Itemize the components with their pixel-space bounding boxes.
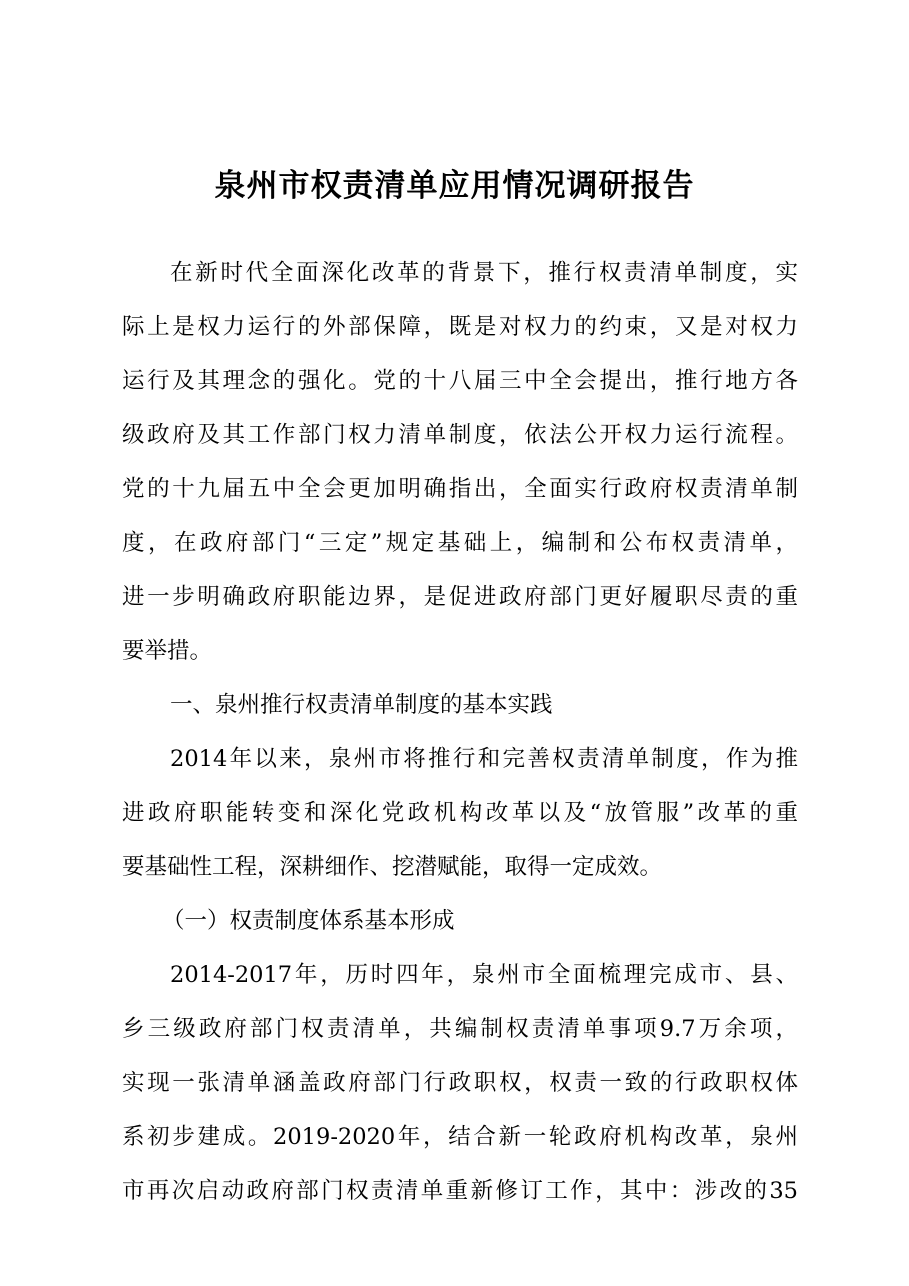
paragraph-line: 2014-2017年，历时四年，泉州市全面梳理完成市、县、 [170,962,798,988]
paragraph-line: 进政府职能转变和深化党政机构改革以及“放管服”改革的重 [122,800,798,826]
paragraph-line: 运行及其理念的强化。党的十八届三中全会提出，推行地方各 [122,368,798,394]
document-body [122,246,798,1218]
paragraph-line: 系初步建成。2019-2020年，结合新一轮政府机构改革，泉州 [122,1124,798,1150]
paragraph-line: 实现一张清单涵盖政府部门行政职权，权责一致的行政职权体 [122,1070,798,1096]
paragraph-line: 2014年以来，泉州市将推行和完善权责清单制度，作为推 [170,746,798,772]
paragraph-line: 度，在政府部门“三定”规定基础上，编制和公布权责清单， [122,530,798,556]
paragraph-line: 要基础性工程，深耕细作、挖潜赋能，取得一定成效。 [122,854,663,880]
paragraph-line: 进一步明确政府职能边界，是促进政府部门更好履职尽责的重 [122,584,798,610]
paragraph-line: 级政府及其工作部门权力清单制度，依法公开权力运行流程。 [122,422,798,448]
section-heading: 一、泉州推行权责清单制度的基本实践 [170,692,553,718]
paragraph-line: 党的十九届五中全会更加明确指出，全面实行政府权责清单制 [122,476,798,502]
paragraph-line: 乡三级政府部门权责清单，共编制权责清单事项9.7万余项， [122,1016,798,1042]
subsection-heading: （一）权责制度体系基本形成 [162,908,455,934]
paragraph-line: 要举措。 [122,638,213,664]
document-title: 泉州市权责清单应用情况调研报告 [214,168,695,204]
paragraph-line: 市再次启动政府部门权责清单重新修订工作，其中：涉改的35 [122,1178,798,1204]
paragraph-line: 际上是权力运行的外部保障，既是对权力的约束，又是对权力 [122,314,798,340]
paragraph-line: 在新时代全面深化改革的背景下，推行权责清单制度，实 [170,260,798,286]
